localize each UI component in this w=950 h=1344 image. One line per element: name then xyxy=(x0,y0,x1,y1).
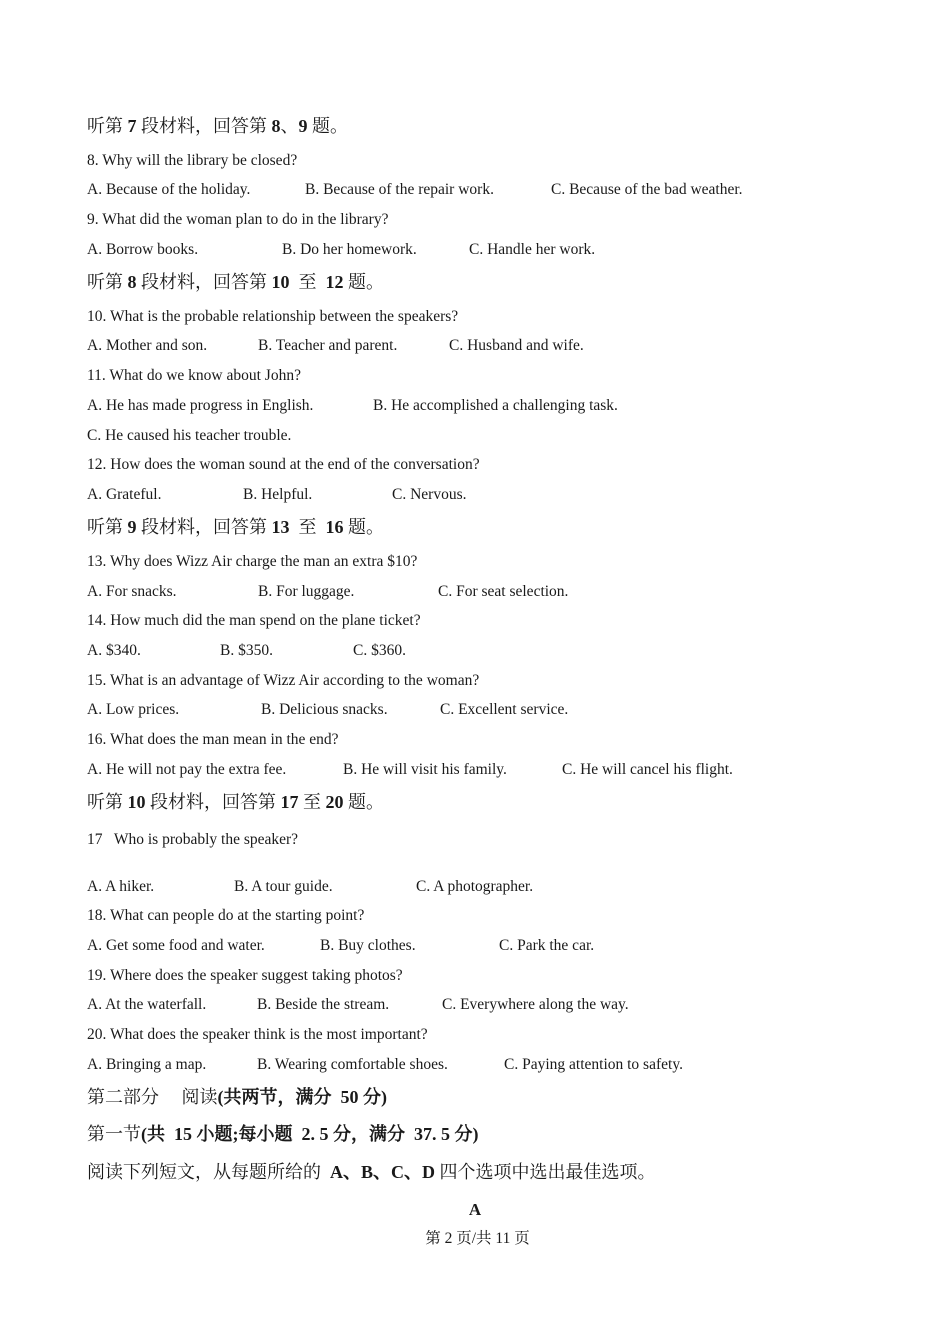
question-13: 13. Why does Wizz Air charge the man an extra $10? xyxy=(87,553,418,570)
q18-option-b: B. Buy clothes. xyxy=(320,937,416,954)
q8-option-c: C. Because of the bad weather. xyxy=(551,181,743,198)
q10-option-a: A. Mother and son. xyxy=(87,337,208,354)
question-12: 12. How does the woman sound at the end of the conversation? xyxy=(87,456,480,473)
q9-option-b: B. Do her homework. xyxy=(282,241,417,258)
section-heading-7: 听第 7 段材料，回答第 8、9 题。 xyxy=(87,116,348,136)
section-heading-8: 听第 8 段材料，回答第 10 至 12 题。 xyxy=(87,272,384,292)
q15-option-a: A. Low prices. xyxy=(87,701,180,718)
question-11: 11. What do we know about John? xyxy=(87,367,301,384)
page-footer: 第 2 页/共 11 页 xyxy=(425,1230,530,1247)
q11-option-b: B. He accomplished a challenging task. xyxy=(373,397,618,414)
q17-option-a: A. A hiker. xyxy=(87,878,155,895)
part-two-title: 第二部分 阅读(共两节，满分 50 分) xyxy=(87,1087,387,1107)
q20-option-b: B. Wearing comfortable shoes. xyxy=(257,1056,448,1073)
q18-option-c: C. Park the car. xyxy=(499,937,595,954)
q14-option-c: C. $360. xyxy=(353,642,406,659)
q10-option-c: C. Husband and wife. xyxy=(449,337,584,354)
passage-label: A xyxy=(468,1200,482,1219)
q12-option-a: A. Grateful. xyxy=(87,486,162,503)
question-15: 15. What is an advantage of Wizz Air according to the woman? xyxy=(87,672,480,689)
q8-option-b: B. Because of the repair work. xyxy=(305,181,494,198)
q17-option-b: B. A tour guide. xyxy=(234,878,333,895)
q12-option-c: C. Nervous. xyxy=(392,486,467,503)
section-heading-9: 听第 9 段材料，回答第 13 至 16 题。 xyxy=(87,517,384,537)
q20-option-c: C. Paying attention to safety. xyxy=(504,1056,683,1073)
q16-option-a: A. He will not pay the extra fee. xyxy=(87,761,287,778)
question-20: 20. What does the speaker think is the most important? xyxy=(87,1026,428,1043)
q13-option-c: C. For seat selection. xyxy=(438,583,569,600)
q9-option-a: A. Borrow books. xyxy=(87,241,199,258)
q9-option-c: C. Handle her work. xyxy=(469,241,596,258)
q14-option-a: A. $340. xyxy=(87,642,141,659)
q11-option-c: C. He caused his teacher trouble. xyxy=(87,427,292,444)
q15-option-c: C. Excellent service. xyxy=(440,701,569,718)
reading-instruction: 阅读下列短文，从每题所给的 A、B、C、D 四个选项中选出最佳选项。 xyxy=(87,1162,656,1182)
q11-option-a: A. He has made progress in English. xyxy=(87,397,314,414)
q13-option-b: B. For luggage. xyxy=(258,583,355,600)
question-10: 10. What is the probable relationship between the speakers? xyxy=(87,308,459,325)
q13-option-a: A. For snacks. xyxy=(87,583,177,600)
q19-option-b: B. Beside the stream. xyxy=(257,996,390,1013)
q10-option-b: B. Teacher and parent. xyxy=(258,337,398,354)
section-heading-10: 听第 10 段材料，回答第 17 至 20 题。 xyxy=(87,792,384,812)
question-9: 9. What did the woman plan to do in the library? xyxy=(87,211,389,228)
q19-option-a: A. At the waterfall. xyxy=(87,996,207,1013)
q20-option-a: A. Bringing a map. xyxy=(87,1056,207,1073)
q8-option-a: A. Because of the holiday. xyxy=(87,181,251,198)
question-14: 14. How much did the man spend on the plane ticket? xyxy=(87,612,421,629)
question-17: 17 Who is probably the speaker? xyxy=(87,831,299,848)
q16-option-b: B. He will visit his family. xyxy=(343,761,507,778)
q14-option-b: B. $350. xyxy=(220,642,273,659)
question-19: 19. Where does the speaker suggest taking photos? xyxy=(87,967,403,984)
section-one-title: 第一节(共 15 小题;每小题 2. 5 分，满分 37. 5 分) xyxy=(87,1124,479,1144)
q16-option-c: C. He will cancel his flight. xyxy=(562,761,733,778)
q18-option-a: A. Get some food and water. xyxy=(87,937,265,954)
question-8: 8. Why will the library be closed? xyxy=(87,152,298,169)
question-18: 18. What can people do at the starting point? xyxy=(87,907,365,924)
q19-option-c: C. Everywhere along the way. xyxy=(442,996,629,1013)
q15-option-b: B. Delicious snacks. xyxy=(261,701,388,718)
q12-option-b: B. Helpful. xyxy=(243,486,313,503)
q17-option-c: C. A photographer. xyxy=(416,878,534,895)
question-16: 16. What does the man mean in the end? xyxy=(87,731,339,748)
